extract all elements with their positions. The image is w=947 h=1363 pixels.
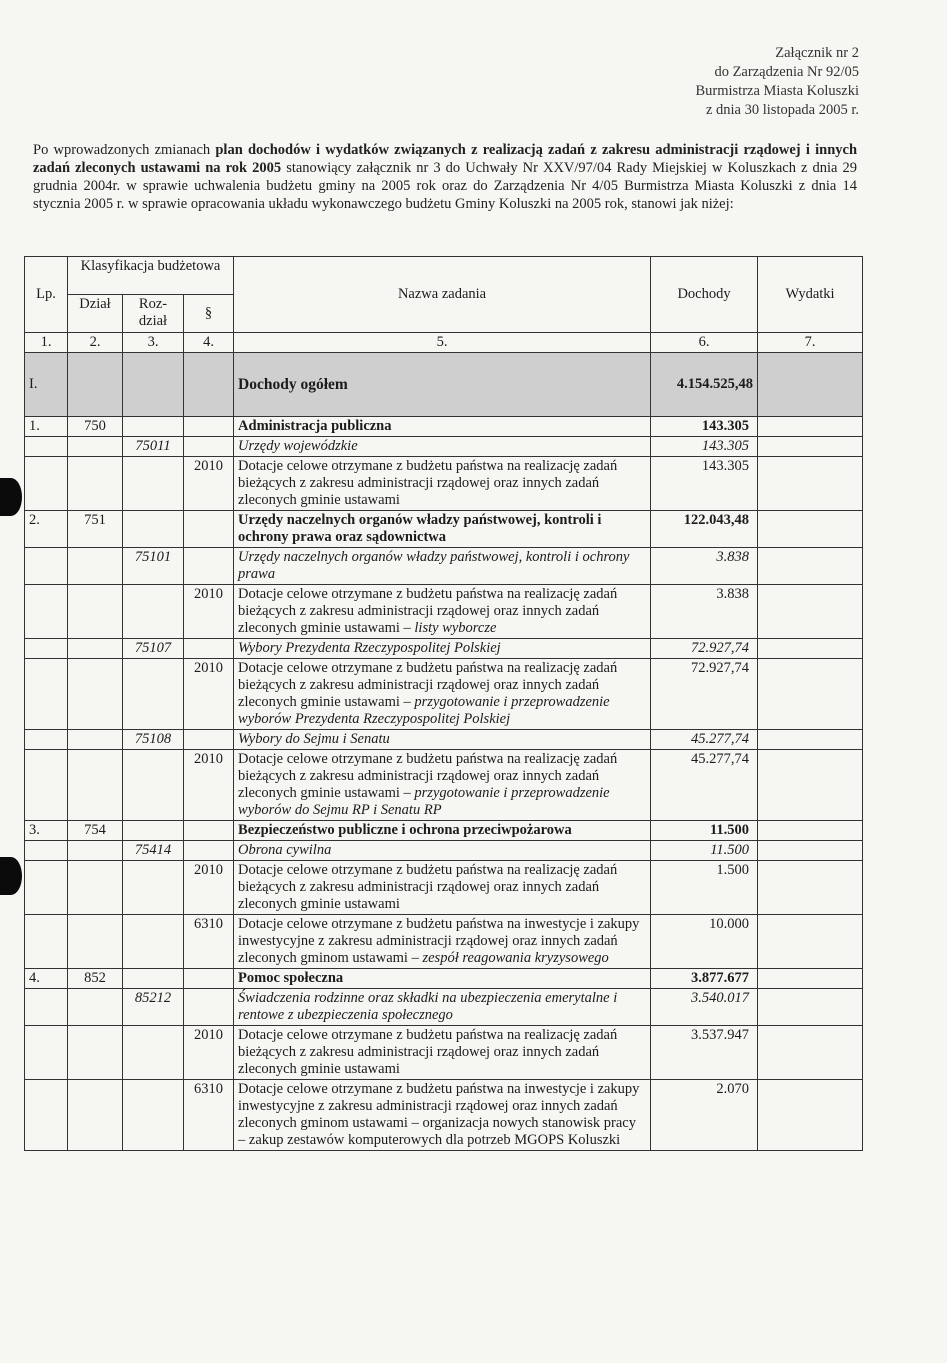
row-name-text: Wybory Prezydenta Rzeczypospolitej Polskiej — [238, 640, 501, 656]
budget-table — [24, 256, 863, 1151]
row-lp — [25, 750, 68, 821]
header-wydatki: Wydatki — [758, 257, 863, 333]
row-dzial: 750 — [68, 417, 123, 437]
row-rozdzial: 85212 — [123, 989, 184, 1026]
row-dzial — [68, 437, 123, 457]
table-row — [25, 989, 863, 1026]
row-name-text: Dotacje celowe otrzymane z budżetu państwa na realizację zadań bieżących z zakresu administracji rządowej oraz innych zadań zleconych gminie ustawami – — [238, 660, 618, 710]
row-name — [234, 969, 651, 989]
row-lp — [25, 730, 68, 750]
row-name-text: Świadczenia rodzinne oraz składki na ubezpieczenia emerytalne i rentowe z ubezpieczenia społecznego — [238, 990, 618, 1023]
row-dzial — [68, 989, 123, 1026]
row-wydatki — [758, 989, 863, 1026]
row-paragraf: 2010 — [184, 659, 234, 730]
row-name-text: Wybory do Sejmu i Senatu — [238, 731, 390, 747]
row-wydatki — [758, 437, 863, 457]
table-row — [25, 861, 863, 915]
row-dzial — [68, 730, 123, 750]
row-dzial — [68, 915, 123, 969]
row-lp — [25, 989, 68, 1026]
total-name: Dochody ogółem — [234, 353, 651, 417]
intro-paragraph — [33, 141, 857, 213]
table-row — [25, 457, 863, 511]
col-number: 4. — [184, 333, 234, 353]
row-paragraf — [184, 821, 234, 841]
row-dzial — [68, 548, 123, 585]
row-paragraf — [184, 730, 234, 750]
header-klasyfikacja: Klasyfikacja budżetowa — [68, 257, 234, 295]
row-name-text: Pomoc społeczna — [238, 970, 344, 986]
row-paragraf: 2010 — [184, 861, 234, 915]
row-name — [234, 511, 651, 548]
row-name-text: Urzędy naczelnych organów władzy państwowej, kontroli i ochrony prawa — [238, 549, 630, 582]
row-dzial: 852 — [68, 969, 123, 989]
row-rozdzial — [123, 585, 184, 639]
row-name — [234, 1026, 651, 1080]
row-wydatki — [758, 730, 863, 750]
row-lp — [25, 915, 68, 969]
row-wydatki — [758, 511, 863, 548]
row-rozdzial — [123, 417, 184, 437]
table-row — [25, 585, 863, 639]
row-dzial — [68, 841, 123, 861]
table-row — [25, 1080, 863, 1151]
row-name-text: Bezpieczeństwo publiczne i ochrona przeciwpożarowa — [238, 822, 572, 838]
row-rozdzial: 75108 — [123, 730, 184, 750]
row-name — [234, 585, 651, 639]
row-paragraf — [184, 841, 234, 861]
row-name-text: Administracja publiczna — [238, 418, 392, 434]
row-rozdzial: 75101 — [123, 548, 184, 585]
row-amount: 143.305 — [651, 417, 758, 437]
row-name — [234, 457, 651, 511]
row-name-text: Dotacje celowe otrzymane z budżetu państwa na realizację zadań bieżących z zakresu administracji rządowej oraz innych zadań zleconych gminie ustawami — [238, 862, 618, 912]
row-lp: 4. — [25, 969, 68, 989]
total-amount: 4.154.525,48 — [651, 353, 758, 417]
row-amount: 122.043,48 — [651, 511, 758, 548]
row-name-text: Dotacje celowe otrzymane z budżetu państwa na realizację zadań bieżących z zakresu administracji rządowej oraz innych zadań zleconych gminie ustawami — [238, 1027, 618, 1077]
row-paragraf: 2010 — [184, 457, 234, 511]
table-row — [25, 639, 863, 659]
row-rozdzial — [123, 659, 184, 730]
punch-hole-bottom — [0, 857, 22, 895]
row-lp — [25, 1080, 68, 1151]
row-rozdzial: 75011 — [123, 437, 184, 457]
row-paragraf: 2010 — [184, 585, 234, 639]
row-paragraf: 6310 — [184, 915, 234, 969]
row-dzial: 751 — [68, 511, 123, 548]
table-row — [25, 915, 863, 969]
row-paragraf: 6310 — [184, 1080, 234, 1151]
row-amount: 72.927,74 — [651, 659, 758, 730]
header-line-4: z dnia 30 listopada 2005 r. — [705, 102, 859, 118]
row-amount: 1.500 — [651, 861, 758, 915]
row-rozdzial — [123, 1080, 184, 1151]
row-wydatki — [758, 1026, 863, 1080]
row-rozdzial — [123, 511, 184, 548]
row-rozdzial — [123, 969, 184, 989]
row-rozdzial: 75107 — [123, 639, 184, 659]
row-paragraf: 2010 — [184, 750, 234, 821]
intro-part-2: stanowiący załącznik nr 3 do Uchwały Nr XXV/97/04 Rady Miejskiej w Koluszkach z dnia 29 grudnia 2004r. w sprawie uchwalenia budżetu gminy na 2005 rok oraz do Zarządzenia Nr 4/05 Burmistrza Miasta Koluszki z dnia 14 stycznia 2005 r. w sprawie opracowania układu wykonawczego budżetu Gminy Koluszki na 2005 rok, stanowi jak niżej: — [33, 160, 857, 212]
row-amount: 72.927,74 — [651, 639, 758, 659]
total-lp: I. — [25, 353, 68, 417]
row-lp — [25, 457, 68, 511]
numbering-row — [25, 333, 863, 353]
header-lp: Lp. — [25, 257, 68, 333]
row-wydatki — [758, 969, 863, 989]
row-dzial — [68, 585, 123, 639]
row-name-italic: przygotowanie i przeprowadzenie wyborów Prezydenta Rzeczypospolitej Polskiej — [238, 694, 610, 727]
table-row — [25, 659, 863, 730]
row-dzial — [68, 1026, 123, 1080]
row-lp — [25, 585, 68, 639]
col-number: 3. — [123, 333, 184, 353]
row-paragraf — [184, 639, 234, 659]
row-name — [234, 417, 651, 437]
row-rozdzial: 75414 — [123, 841, 184, 861]
row-name — [234, 1080, 651, 1151]
row-name — [234, 659, 651, 730]
col-number: 5. — [234, 333, 651, 353]
row-wydatki — [758, 659, 863, 730]
punch-hole-top — [0, 478, 22, 516]
row-dzial: 754 — [68, 821, 123, 841]
row-dzial — [68, 457, 123, 511]
table-row — [25, 437, 863, 457]
row-rozdzial — [123, 915, 184, 969]
row-lp — [25, 639, 68, 659]
row-amount: 143.305 — [651, 437, 758, 457]
row-name — [234, 548, 651, 585]
row-paragraf — [184, 437, 234, 457]
row-amount: 3.838 — [651, 548, 758, 585]
row-amount: 3.537.947 — [651, 1026, 758, 1080]
row-wydatki — [758, 548, 863, 585]
row-name — [234, 821, 651, 841]
row-dzial — [68, 861, 123, 915]
header-line-1: Załącznik nr 2 — [775, 45, 859, 61]
intro-part-1: Po wprowadzonych zmianach — [33, 142, 216, 158]
row-lp: 3. — [25, 821, 68, 841]
row-wydatki — [758, 841, 863, 861]
col-number: 7. — [758, 333, 863, 353]
row-lp — [25, 548, 68, 585]
row-lp — [25, 437, 68, 457]
row-lp — [25, 659, 68, 730]
row-wydatki — [758, 417, 863, 437]
header-dochody: Dochody — [651, 257, 758, 333]
row-dzial — [68, 659, 123, 730]
row-paragraf — [184, 417, 234, 437]
row-name-text: Dotacje celowe otrzymane z budżetu państwa na inwestycje i zakupy inwestycyjne z zakresu administracji rządowej oraz innych zadań zleconych gminom ustawami – organizacja nowych stanowisk pracy – zakup zestawów komputerowych dla potrzeb MGOPS Koluszki — [238, 1081, 640, 1148]
row-dzial — [68, 750, 123, 821]
col-number: 2. — [68, 333, 123, 353]
row-name-text: Urzędy naczelnych organów władzy państwowej, kontroli i ochrony prawa oraz sądownictwa — [238, 512, 602, 545]
row-lp — [25, 861, 68, 915]
row-lp: 1. — [25, 417, 68, 437]
row-wydatki — [758, 1080, 863, 1151]
row-name — [234, 841, 651, 861]
row-wydatki — [758, 750, 863, 821]
intro-bold: plan dochodów i wydatków związanych z realizacją zadań z zakresu administracji rządowej i innych zadań zleconych ustawami na rok 2005 — [33, 142, 858, 176]
row-wydatki — [758, 639, 863, 659]
row-amount: 143.305 — [651, 457, 758, 511]
row-amount: 11.500 — [651, 821, 758, 841]
row-name — [234, 730, 651, 750]
row-paragraf: 2010 — [184, 1026, 234, 1080]
row-amount: 45.277,74 — [651, 730, 758, 750]
col-number: 6. — [651, 333, 758, 353]
row-amount: 10.000 — [651, 915, 758, 969]
row-rozdzial — [123, 861, 184, 915]
row-name-italic: listy wyborcze — [414, 620, 497, 636]
row-name — [234, 861, 651, 915]
table-row — [25, 511, 863, 548]
row-name-italic: zespół reagowania kryzysowego — [422, 950, 609, 966]
row-rozdzial — [123, 457, 184, 511]
table-row — [25, 730, 863, 750]
row-dzial — [68, 639, 123, 659]
row-wydatki — [758, 457, 863, 511]
row-name — [234, 989, 651, 1026]
total-row — [25, 353, 863, 417]
row-amount: 2.070 — [651, 1080, 758, 1151]
row-wydatki — [758, 821, 863, 841]
table-row — [25, 1026, 863, 1080]
row-lp — [25, 1026, 68, 1080]
row-amount: 3.877.677 — [651, 969, 758, 989]
row-name-text: Obrona cywilna — [238, 842, 332, 858]
row-lp: 2. — [25, 511, 68, 548]
row-dzial — [68, 1080, 123, 1151]
header-paragraf: § — [184, 295, 234, 333]
row-paragraf — [184, 989, 234, 1026]
header-line-3: Burmistrza Miasta Koluszki — [695, 83, 859, 99]
row-name — [234, 750, 651, 821]
row-name-text: Dotacje celowe otrzymane z budżetu państwa na realizację zadań bieżących z zakresu administracji rządowej oraz innych zadań zleconych gminie ustawami – — [238, 586, 618, 636]
row-name — [234, 915, 651, 969]
table-row — [25, 417, 863, 437]
col-number: 1. — [25, 333, 68, 353]
row-wydatki — [758, 585, 863, 639]
row-paragraf — [184, 548, 234, 585]
row-lp — [25, 841, 68, 861]
row-name — [234, 437, 651, 457]
row-wydatki — [758, 861, 863, 915]
header-line-2: do Zarządzenia Nr 92/05 — [714, 64, 859, 80]
row-name — [234, 639, 651, 659]
row-amount: 45.277,74 — [651, 750, 758, 821]
header-nazwa: Nazwa zadania — [234, 257, 651, 333]
row-paragraf — [184, 969, 234, 989]
row-name-text: Dotacje celowe otrzymane z budżetu państwa na realizację zadań bieżących z zakresu administracji rządowej oraz innych zadań zleconych gminie ustawami – — [238, 751, 618, 801]
row-name-italic: przygotowanie i przeprowadzenie wyborów do Sejmu RP i Senatu RP — [238, 785, 610, 818]
table-row — [25, 821, 863, 841]
table-row — [25, 750, 863, 821]
row-amount: 3.540.017 — [651, 989, 758, 1026]
header-dzial: Dział — [68, 295, 123, 333]
row-name-text: Urzędy wojewódzkie — [238, 438, 358, 454]
row-name-text: Dotacje celowe otrzymane z budżetu państwa na inwestycje i zakupy inwestycyjne z zakresu administracji rządowej oraz innych zadań zleconych gminom ustawami – — [238, 916, 640, 966]
table-row — [25, 548, 863, 585]
row-amount: 3.838 — [651, 585, 758, 639]
row-amount: 11.500 — [651, 841, 758, 861]
row-rozdzial — [123, 821, 184, 841]
row-wydatki — [758, 915, 863, 969]
row-rozdzial — [123, 1026, 184, 1080]
row-paragraf — [184, 511, 234, 548]
row-name-text: Dotacje celowe otrzymane z budżetu państwa na realizację zadań bieżących z zakresu administracji rządowej oraz innych zadań zleconych gminie ustawami — [238, 458, 618, 508]
document-header — [695, 44, 859, 120]
row-rozdzial — [123, 750, 184, 821]
table-row — [25, 841, 863, 861]
header-rozdzial: Roz-dział — [123, 295, 184, 333]
table-row — [25, 969, 863, 989]
